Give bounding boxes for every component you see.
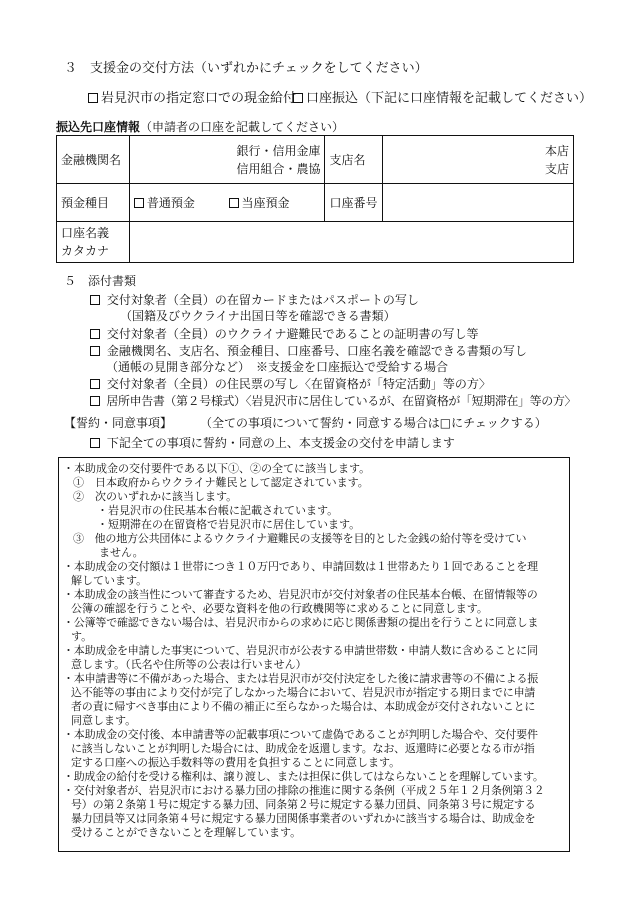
account-number-label: 口座番号 xyxy=(325,184,383,222)
attachment-item[interactable] xyxy=(90,342,527,359)
term-line: ・短期滞在の在留資格で岩見沢市に居住しています。 xyxy=(97,518,361,531)
payment-option-cash-label: 岩見沢市の指定窓口での現金給付 xyxy=(101,91,297,106)
attachment-item-label: 金融機関名、支店名、預金種目、口座番号、口座名義を確認できる書類の写し xyxy=(106,344,527,358)
term-line: す。 xyxy=(71,630,93,643)
account-holder-label-line2: カタカナ xyxy=(61,244,110,258)
term-line: 定する口座への振込手数料等の費用を負担することに同意します。 xyxy=(71,756,401,769)
branch-type-line1: 本店 xyxy=(544,143,569,158)
bank-name-label: 金融機関名 xyxy=(57,136,130,184)
attachment-item-label: 交付対象者（全員）の住民票の写し〈在留資格が「特定活動」等の方〉 xyxy=(106,377,491,391)
checkbox[interactable] xyxy=(293,93,303,103)
term-line: 公簿の確認を行うことや、必要な資料を他の行政機関等に求めることに同意します。 xyxy=(71,602,488,615)
payment-option-transfer[interactable] xyxy=(293,87,592,106)
term-line: 同意します。 xyxy=(71,714,137,727)
checkbox[interactable] xyxy=(134,198,144,208)
term-line: に該当しないことが判明した場合には、助成金を返還します。なお、返還時に必要となる市が指 xyxy=(71,742,535,755)
attachment-item[interactable] xyxy=(90,375,491,392)
deposit-type-current[interactable] xyxy=(229,196,290,210)
branch-name-label: 支店名 xyxy=(325,136,383,184)
term-line: 号）の第２条第１号に規定する暴力団、同条第２号に規定する暴力団員、同条第３号に規定する xyxy=(71,798,536,811)
pledge-note: （全ての事項について誓約・同意する場合は□にチェックする） xyxy=(200,416,547,430)
term-line: 受けることができないことを理解しています。 xyxy=(71,826,302,839)
branch-name-field[interactable] xyxy=(383,136,574,184)
account-holder-label xyxy=(57,222,130,263)
account-heading-bold: 振込先口座情報 xyxy=(56,120,141,134)
checkbox[interactable] xyxy=(90,379,100,389)
term-line: ② 次のいずれかに該当します。 xyxy=(73,490,238,503)
term-line: ③ 他の地方公共団体によるウクライナ避難民の支援等を目的とした金銭の給付等を受けてい xyxy=(73,532,527,545)
term-line: ・本申請書等に不備があった場合、または岩見沢市が交付決定をした後に請求書等の不備による振 xyxy=(63,672,539,685)
term-line: ① 日本政府からウクライナ難民として認定されています。 xyxy=(73,476,369,489)
deposit-type-field xyxy=(129,184,325,222)
deposit-type-ordinary[interactable] xyxy=(134,196,195,210)
checkbox[interactable] xyxy=(88,93,98,103)
term-line: 者の責に帰すべき事由により不備の補正に至らなかった場合は、本助成金が交付されないことに xyxy=(71,700,536,713)
account-heading-note: （申請者の口座を記載してください） xyxy=(140,120,345,134)
payment-option-cash[interactable] xyxy=(88,87,296,106)
account-table xyxy=(56,135,574,263)
attachment-item-label: 居所申告書（第２号様式）〈岩見沢市に居住しているが、在留資格が「短期滞在」等の方〉 xyxy=(106,394,577,408)
bank-type-line1: 銀行・信用金庫 xyxy=(236,143,321,158)
term-line: ・本助成金の交付後、本申請書等の記載事項について虚偽であることが判明した場合や、交付要件 xyxy=(63,728,538,741)
checkbox[interactable] xyxy=(229,198,239,208)
account-holder-field[interactable] xyxy=(129,222,573,263)
term-line: 意します。（氏名や住所等の公表は行いません） xyxy=(71,658,307,671)
attachment-item-label: 交付対象者（全員）のウクライナ避難民であることの証明書の写し等 xyxy=(106,327,479,341)
pledge-checkbox-label: 下記全ての事項に誓約・同意の上、本支援金の交付を申請します xyxy=(106,436,455,450)
term-line: ・本助成金の交付要件である以下①、②の全てに該当します。 xyxy=(63,462,371,475)
term-line: 解しています。 xyxy=(71,574,148,587)
term-line: ・本助成金を申請した事実について、岩見沢市が公表する申請世帯数・申請人数に含めることに同 xyxy=(63,644,538,657)
term-line: ・本助成金の交付額は１世帯につき１０万円であり、申請回数は１世帯あたり１回であることを理 xyxy=(63,560,538,573)
checkbox[interactable] xyxy=(90,295,100,305)
deposit-type-ordinary-label: 普通預金 xyxy=(146,196,195,210)
pledge-checkbox-row[interactable] xyxy=(90,434,455,451)
attachment-item[interactable] xyxy=(90,291,419,308)
attachment-item[interactable] xyxy=(90,392,576,409)
checkbox[interactable] xyxy=(90,396,100,406)
section5-title: ５ 添付書類 xyxy=(64,274,137,288)
account-number-field[interactable] xyxy=(383,184,574,222)
payment-option-transfer-label: 口座振込（下記に口座情報を記載してください） xyxy=(306,91,593,106)
checkbox[interactable] xyxy=(90,438,100,448)
pledge-title: 【誓約・同意事項】 xyxy=(64,416,173,430)
term-line: ・公簿等で確認できない場合は、岩見沢市からの求めに応じ関係書類の提出を行うことに同意しま xyxy=(63,616,539,629)
account-holder-label-line1: 口座名義 xyxy=(61,226,110,240)
attachment-item[interactable] xyxy=(90,325,478,342)
term-line: 込不能等の事由により交付が完了しなかった場合において、岩見沢市が指定する期日までに申請 xyxy=(71,686,536,699)
account-heading xyxy=(56,118,344,135)
attachment-item-note: （通帳の見開き部分など） ※支援金を口座振込で受給する場合 xyxy=(106,360,449,374)
term-line: ません。 xyxy=(99,546,144,559)
bank-type-line2: 信用組合・農協 xyxy=(236,161,321,176)
attachment-item-note: （国籍及びウクライナ出国日等を確認できる書類） xyxy=(120,309,396,323)
term-line: ・本助成金の該当性について審査するため、岩見沢市が交付対象者の住民基本台帳、在留情報等の xyxy=(63,588,538,601)
deposit-type-current-label: 当座預金 xyxy=(241,196,290,210)
term-line: ・岩見沢市の住民基本台帳に記載されています。 xyxy=(97,504,339,517)
deposit-type-label: 預金種目 xyxy=(57,184,130,222)
checkbox[interactable] xyxy=(90,346,100,356)
term-line: 暴力団員等又は同条第４号に規定する暴力団関係事業者のいずれかに該当する場合は、助成金を xyxy=(71,812,536,825)
terms-box xyxy=(58,457,570,852)
branch-type-line2: 支店 xyxy=(544,161,569,176)
term-line: ・交付対象者が、岩見沢市における暴力団の排除の推進に関する条例（平成２５年１２月条例第３２ xyxy=(63,784,545,797)
checkbox[interactable] xyxy=(90,329,100,339)
term-line: ・助成金の給付を受ける権利は、譲り渡し、または担保に供してはならないことを理解しています。 xyxy=(63,770,544,783)
section3-title: ３ 支援金の交付方法（いずれかにチェックをしてください） xyxy=(64,61,428,76)
bank-name-field[interactable] xyxy=(129,136,325,184)
attachment-item-label: 交付対象者（全員）の在留カードまたはパスポートの写し xyxy=(106,293,419,307)
